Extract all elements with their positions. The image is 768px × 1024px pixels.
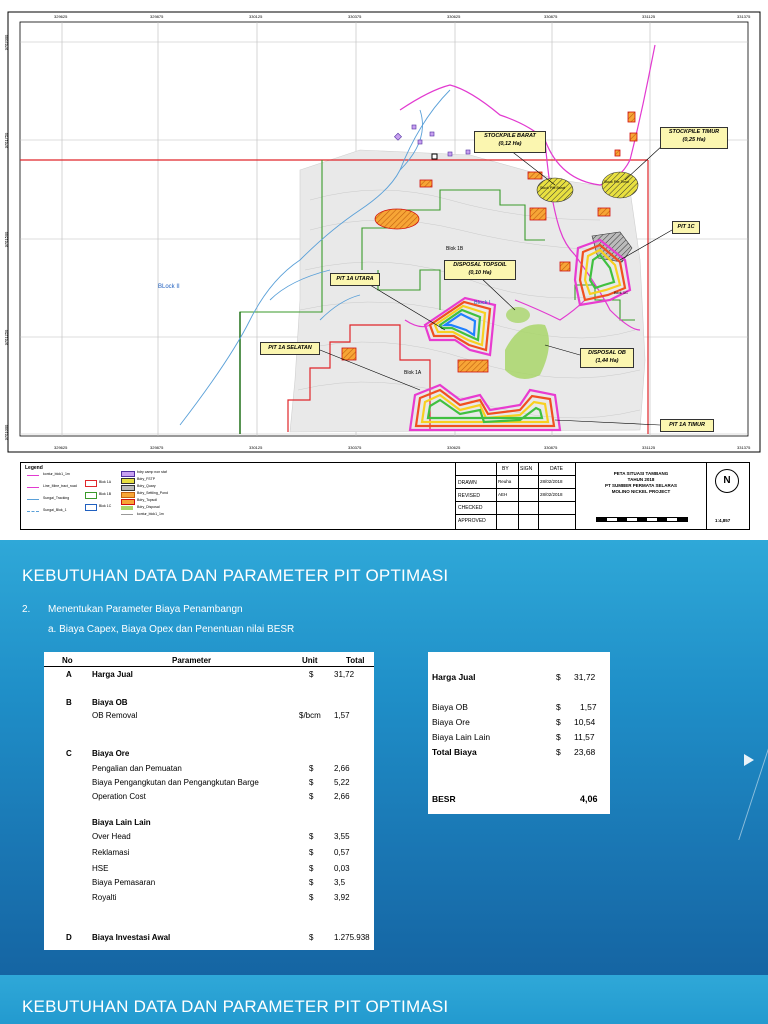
map-title-4: MOLINO NICKEL PROJECT bbox=[611, 489, 671, 494]
blok-1c-label: Blok 1C bbox=[614, 290, 629, 295]
item-number: 2. bbox=[22, 604, 31, 615]
slide-title: KEBUTUHAN DATA DAN PARAMETER PIT OPTIMASI bbox=[22, 566, 449, 585]
callout-pit-1a-utara: PIT 1A UTARA bbox=[330, 273, 380, 286]
stockpile-timur-small-label: Stock Pile Timur bbox=[604, 180, 630, 184]
drawn-by: Reuha bbox=[498, 479, 512, 484]
stockpile-timur-shape bbox=[602, 172, 638, 198]
item-text: Menentukan Parameter Biaya Penambangn bbox=[48, 604, 243, 615]
callout-stockpile-timur bbox=[660, 127, 728, 149]
summary-table: Harga Jual $ 31,72 Biaya OB $ 1,57 Biaya Ore $ 10,54 Biaya Lain Lain $ 11,57 Total Biaya $ 23,68 BESR 4,06 bbox=[428, 652, 610, 814]
sub-item-text: a. Biaya Capex, Biaya Opex dan Penentuan nilai BESR bbox=[48, 624, 295, 635]
legend-item: Bdry_Disposal bbox=[137, 505, 160, 509]
row-drawn: DRAWN bbox=[458, 480, 477, 486]
callout-pit-1a-timur: PIT 1A TIMUR bbox=[660, 419, 714, 432]
callout-title: DISPOSAL OB bbox=[588, 350, 626, 356]
callout-area: (1,44 Ha) bbox=[595, 358, 619, 364]
bottom-tick: 331125 bbox=[642, 445, 656, 450]
callout-title: DISPOSAL TOPSOIL bbox=[453, 262, 507, 268]
col-by: BY bbox=[502, 466, 509, 472]
left-tick: 9761500 bbox=[3, 231, 9, 248]
legend-item: Line_Mine_tract_road bbox=[43, 484, 77, 488]
stockpile-barat-shape bbox=[537, 178, 573, 202]
legend-title: Legend bbox=[25, 465, 43, 471]
blok-1b-label: Blok 1B bbox=[446, 246, 464, 252]
bottom-tick: 330375 bbox=[348, 445, 362, 450]
top-tick: 329625 bbox=[54, 14, 68, 19]
slide-pit-optimization bbox=[0, 540, 768, 975]
block-ii-label: BLock II bbox=[158, 284, 180, 290]
slide-decoration bbox=[698, 700, 768, 840]
top-tick: 330375 bbox=[348, 14, 362, 19]
drawn-date: 28/02/2018 bbox=[540, 479, 563, 484]
top-tick: 330625 bbox=[447, 14, 461, 19]
bottom-tick: 330625 bbox=[447, 445, 461, 450]
legend-item: kontur_blok1_1m bbox=[43, 472, 70, 476]
legend-item: Sungai_Tracking bbox=[43, 496, 70, 500]
header-total: Total bbox=[346, 656, 365, 665]
header-parameter: Parameter bbox=[172, 656, 212, 665]
scale-bar bbox=[596, 517, 688, 522]
block-i-label: Block I bbox=[474, 300, 491, 306]
callout-disposal-topsoil bbox=[444, 260, 516, 280]
map-title-block bbox=[575, 463, 707, 529]
parameter-table: No Parameter Unit Total A Harga Jual $ 31,72 B Biaya OB OB Removal $/bcm 1,57 C Biaya Ore Pengalian dan Pemuatan $ 2,66 Biaya Pengangkutan dan Pengangkutan Barge $ 5,22 Operation Cost $ 2,66 Biaya Lain Lain Over Head $ 3,55 Reklamasi $ 0,57 HSE $ 0,03 Biaya Pemasaran $ 3,5 Royalti $ 3,92 D Biaya Investasi Awal $ 1.275.938 bbox=[44, 652, 374, 950]
legend-item: kontur_blok1_1m bbox=[137, 512, 164, 516]
legend-item: Blok 1A bbox=[99, 480, 112, 484]
row-checked: CHECKED bbox=[458, 505, 483, 511]
map-title-3: PT SUMBER PERMATA SELARAS bbox=[605, 483, 677, 488]
map-scale: 1:4,857 bbox=[715, 518, 731, 523]
slide-pit-optimization-next bbox=[0, 975, 768, 1024]
callout-title: STOCKPILE BARAT bbox=[484, 133, 536, 139]
bottom-tick: 329625 bbox=[54, 445, 68, 450]
revised-date: 28/02/2018 bbox=[540, 492, 563, 497]
revision-table bbox=[455, 463, 576, 529]
top-tick: 329875 bbox=[150, 14, 164, 19]
callout-disposal-ob bbox=[580, 348, 634, 368]
col-date: DATE bbox=[550, 466, 563, 472]
bottom-tick: 329875 bbox=[150, 445, 164, 450]
revised-by: AEH bbox=[498, 492, 508, 497]
map-title-1: PETA SITUASI TAMBANG bbox=[613, 471, 669, 476]
legend-item: Blok 1C bbox=[99, 504, 112, 508]
left-tick: 9761250 bbox=[3, 329, 9, 346]
left-tick: 9762000 bbox=[3, 34, 9, 51]
bottom-tick: 330875 bbox=[544, 445, 558, 450]
callout-title: STOCKPILE TIMUR bbox=[668, 129, 720, 135]
legend-item: Bdry_Settling_Pond bbox=[137, 491, 168, 495]
callout-area: (0,12 Ha) bbox=[498, 141, 522, 147]
callout-stockpile-barat bbox=[474, 131, 546, 153]
top-tick: 330875 bbox=[544, 14, 558, 19]
north-arrow-icon: N bbox=[715, 469, 739, 493]
top-tick: 331375 bbox=[737, 14, 751, 19]
header-unit: Unit bbox=[302, 656, 318, 665]
bottom-tick: 330125 bbox=[249, 445, 263, 450]
slide-title: KEBUTUHAN DATA DAN PARAMETER PIT OPTIMASI bbox=[22, 997, 449, 1016]
legend-item: Bdry_FSTP bbox=[137, 477, 156, 481]
legend-item: Sungai_Blok_1 bbox=[43, 508, 67, 512]
blok-1a-label: Blok 1A bbox=[404, 370, 422, 376]
callout-area: (0,10 Ha) bbox=[468, 270, 492, 276]
col-sign: SIGN bbox=[520, 466, 533, 472]
left-tick: 9761000 bbox=[3, 424, 9, 441]
disposal-topsoil-shape bbox=[506, 307, 530, 323]
callout-area: (0,25 Ha) bbox=[682, 137, 706, 143]
bottom-tick: 331375 bbox=[737, 445, 751, 450]
stockpile-barat-small-label: Stock Pile Barat bbox=[540, 186, 565, 190]
top-tick: 330125 bbox=[249, 14, 263, 19]
contour-area bbox=[290, 150, 645, 432]
legend-block bbox=[20, 462, 750, 530]
legend-item: bdry camp non staf bbox=[137, 470, 167, 474]
legend-item: Bdry_Topsoil bbox=[137, 498, 158, 502]
callout-pit-1c: PIT 1C bbox=[672, 221, 700, 234]
callout-pit-1a-selatan: PIT 1A SELATAN bbox=[260, 342, 320, 355]
next-slide-arrow-icon[interactable] bbox=[744, 754, 754, 766]
header-no: No bbox=[62, 656, 73, 665]
legend-item: Bdry_Quary bbox=[137, 484, 156, 488]
top-tick: 331125 bbox=[642, 14, 656, 19]
left-tick: 9761750 bbox=[3, 132, 9, 149]
row-approved: APPROVED bbox=[458, 518, 486, 524]
row-revised: REVISED bbox=[458, 493, 480, 499]
legend-item: Blok 1B bbox=[99, 492, 112, 496]
map-title-2: TAHUN 2018 bbox=[627, 477, 655, 482]
